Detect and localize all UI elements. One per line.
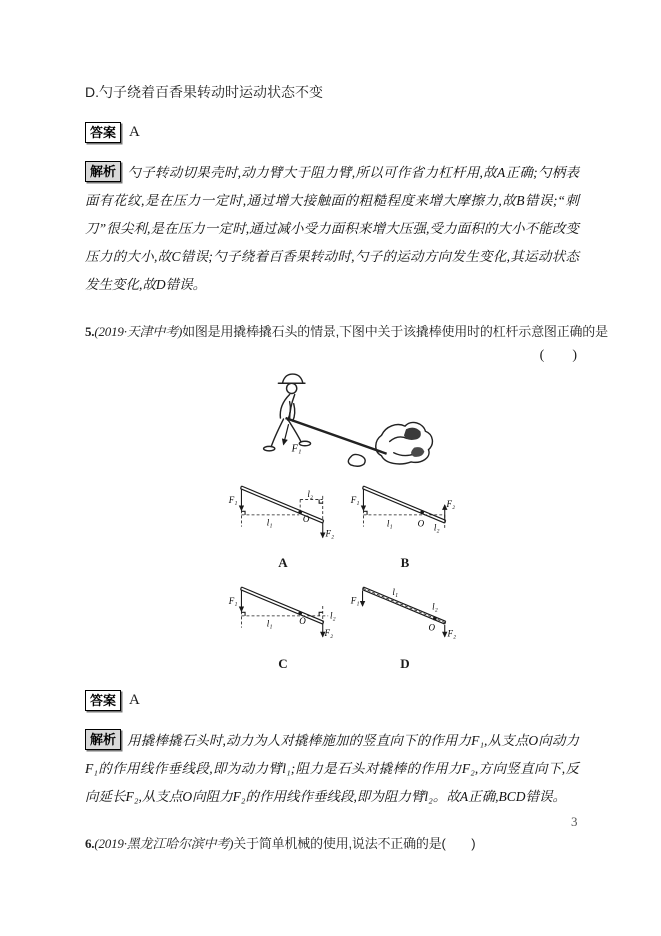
page-number: 3 [571,814,578,829]
force-f1-annotation [283,424,301,455]
o-label: O [428,622,435,633]
answer-letter-q4: A [129,124,140,140]
lever-option-c [227,575,339,676]
l2-label: l₂ [307,488,314,499]
lever-diagram-d [349,575,461,655]
question-6-number: 6. [85,836,95,851]
worker-figure [263,374,310,451]
analysis-tag: 解析 [85,729,121,750]
lever-diagram-c [227,575,339,655]
question-5-source: (2019·天津中考) [94,324,183,339]
f1-label: F₁ [228,596,238,607]
analysis-text-q5: 用撬棒撬石头时,动力为人对撬棒施加的竖直向下的作用力F₁,从支点O向动力F₁的作用线作垂线段,即为动力臂l₁;阻力是石头对撬棒的作用力F₂,方向竖直向下,反向延长F₂,从支点O向阻力F₂的作用线作垂线段,即为阻力臂l₂。故A正确,BCD错误。 [85,733,579,804]
figure-f1-label: F₁ [291,443,301,455]
f2-label: F₂ [324,627,334,638]
f2-label: F₂ [447,628,457,639]
question-5-text: 如图是用撬棒撬石头的情景,下图中关于该撬棒使用时的杠杆示意图正确的是 [182,324,608,339]
crowbar-scene-figure [85,370,579,472]
analysis-text-q4: 勺子转动切果壳时,动力臂大于阻力臂,所以可作省力杠杆用,故A正确;勺柄表面有花纹,是在压力一定时,通过增大接触面的粗糙程度来增大摩擦力,故B错误;“刺刀”很尖利,是在压力一定时,通过减小受力面积来增大压强,受力面积的大小不能改变压力的大小,故C错误;勺子绕着百香果转动时,勺子的运动方向发生变化,其运动状态发生变化,故D错误。 [85,165,579,292]
f2-label: F₂ [446,498,456,509]
question-6-source: (2019·黑龙江哈尔滨中考) [94,836,234,851]
lever-diagram-grid [227,474,461,676]
answer-tag: 答案 [85,690,121,711]
l1-label: l₁ [266,517,273,528]
option-d-letter: D [400,656,410,671]
question-6-stem [85,833,579,852]
fulcrum-point [433,617,437,621]
option-a-letter: A [278,555,288,570]
lever-option-d [349,575,461,676]
f1-label: F₁ [350,595,360,606]
page-content [85,82,608,852]
f2-label: F₂ [325,528,335,539]
large-rock [375,422,432,463]
o-label: O [302,514,310,525]
analysis-tag: 解析 [85,161,121,182]
rod [363,486,446,523]
o-label: O [417,518,425,529]
answer-block-q4 [85,122,579,143]
lever-option-a [227,474,339,575]
o-label: O [299,616,306,627]
l2-label: l₂ [432,601,438,612]
analysis-block-q4 [85,159,579,299]
f1-label: F₁ [350,495,360,506]
fulcrum-point [420,510,424,514]
analysis-block-q5 [85,727,579,811]
question-5-number: 5. [85,324,95,339]
l2-label: l₂ [433,522,440,533]
question-5-answer-bracket: ( ) [539,348,577,363]
question-4-option-d: D.勺子绕着百香果转动时运动状态不变 [85,84,323,100]
l2-label: l₂ [329,610,336,621]
fulcrum-point [298,611,302,615]
l1-label: l₁ [266,618,273,629]
lever-diagram-b [349,474,461,554]
answer-tag: 答案 [85,122,121,143]
lever-option-b [349,474,461,575]
l1-label: l₁ [392,587,398,598]
option-b-letter: B [400,555,410,570]
rod [241,587,324,627]
crowbar-illustration [230,370,435,467]
f1-label: F₁ [228,495,238,506]
answer-letter-q5: A [129,692,140,708]
question-6-text: 关于简单机械的使用,说法不正确的是( ) [233,836,476,851]
fulcrum-stone [348,454,365,466]
lever-diagram-a [227,474,339,554]
question-5-stem [85,321,608,340]
option-c-letter: C [278,656,288,671]
answer-block-q5 [85,690,579,711]
l1-label: l₁ [386,518,393,529]
